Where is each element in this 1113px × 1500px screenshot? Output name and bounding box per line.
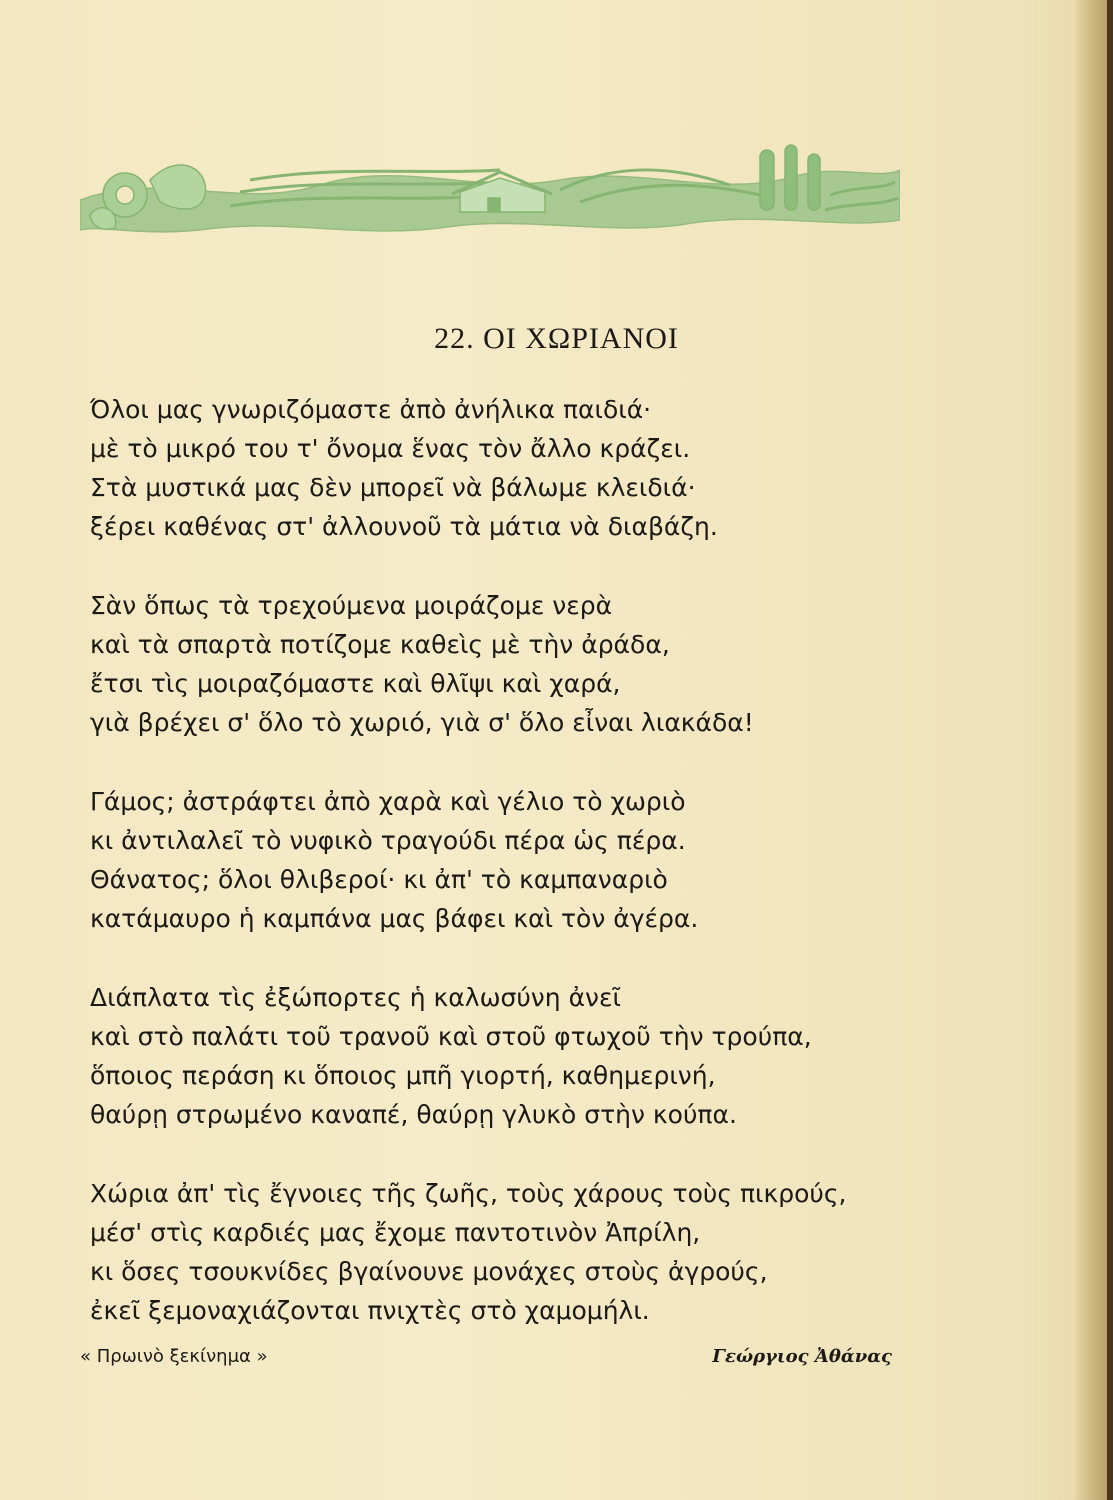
source-collection: « Πρωινὸ ξεκίνημα » <box>80 1346 268 1367</box>
poem-body <box>90 390 910 1370</box>
poem-line: ἐκεῖ ξεμοναχιάζονται πνιχτὲς στὸ χαμομήλι. <box>90 1296 650 1325</box>
poem-line: ἔτσι τὶς μοιραζόμαστε καὶ θλῖψι καὶ χαρά, <box>90 669 621 698</box>
poem-line: καὶ στὸ παλάτι τοῦ τρανοῦ καὶ στοῦ φτωχοῦ τὴν τρούπα, <box>90 1022 812 1051</box>
poem-line: ξέρει καθένας στ' ἀλλουνοῦ τὰ μάτια νὰ διαβάζη. <box>90 512 718 541</box>
poem-title: 22. ΟΙ ΧΩΡΙΑΝΟΙ <box>434 322 679 355</box>
poem-line: Όλοι μας γνωριζόμαστε ἀπὸ ἀνήλικα παιδιά· <box>90 395 652 424</box>
stanza <box>90 586 910 742</box>
poem-line: μέσ' στὶς καρδιές μας ἔχομε παντοτινὸν Ἀπρίλη, <box>90 1218 701 1247</box>
poem-line: κατάμαυρο ἡ καμπάνα μας βάφει καὶ τὸν ἀγέρα. <box>90 904 699 933</box>
page-edge <box>1107 0 1113 1500</box>
poem-line: ὅποιος περάση κι ὅποιος μπῆ γιορτή, καθημερινή, <box>90 1061 716 1090</box>
stanza <box>90 978 910 1134</box>
poem-line: κι ἀντιλαλεῖ τὸ νυφικὸ τραγούδι πέρα ὡς πέρα. <box>90 826 686 855</box>
poem-line: μὲ τὸ μικρό του τ' ὄνομα ἕνας τὸν ἄλλο κράζει. <box>90 434 691 463</box>
poem-line: γιὰ βρέχει σ' ὅλο τὸ χωριό, γιὰ σ' ὅλο εἶναι λιακάδα! <box>90 708 754 737</box>
stanza <box>90 782 910 938</box>
poem-line: Διάπλατα τὶς ἐξώπορτες ἡ καλωσύνη ἀνεῖ <box>90 983 621 1012</box>
poem-line: Χώρια ἀπ' τὶς ἔγνοιες τῆς ζωῆς, τοὺς χάρους τοὺς πικρούς, <box>90 1179 847 1208</box>
poem-line: Στὰ μυστικά μας δὲν μπορεῖ νὰ βάλωμε κλειδιά· <box>90 473 696 502</box>
poem-line: Σὰν ὅπως τὰ τρεχούμενα μοιράζομε νερὰ <box>90 591 613 620</box>
stanza <box>90 390 910 546</box>
poem-footer <box>80 1346 892 1376</box>
poem-line: Θάνατος; ὅλοι θλιβεροί· κι ἀπ' τὸ καμπαναριὸ <box>90 865 668 894</box>
stanza <box>90 1174 910 1330</box>
poem-line: καὶ τὰ σπαρτὰ ποτίζομε καθεὶς μὲ τὴν ἀράδα, <box>90 630 670 659</box>
poem-line: κι ὅσες τσουκνίδες βγαίνουνε μονάχες στοὺς ἀγρούς, <box>90 1257 768 1286</box>
poem-line: θαύρῃ στρωμένο καναπέ, θαύρῃ γλυκὸ στὴν κούπα. <box>90 1100 737 1129</box>
poem-line: Γάμος; ἀστράφτει ἀπὸ χαρὰ καὶ γέλιο τὸ χωριὸ <box>90 787 686 816</box>
author-name: Γεώργιος Ἀθάνας <box>712 1346 892 1367</box>
landscape-vignette-illustration <box>80 140 900 240</box>
